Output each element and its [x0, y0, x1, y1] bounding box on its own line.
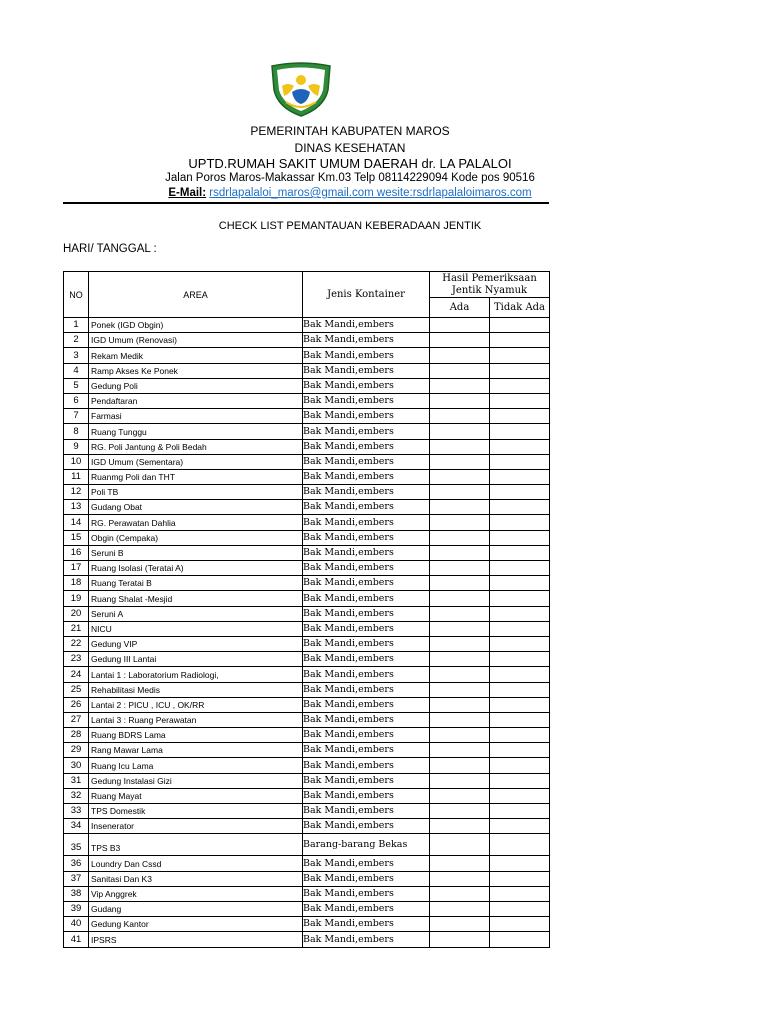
row-container-type: Bak Mandi,embers [303, 788, 430, 803]
row-ada-cell[interactable] [430, 576, 490, 591]
column-header-result [430, 272, 550, 298]
table-row [64, 871, 550, 886]
table-row [64, 712, 550, 727]
row-number: 9 [64, 439, 89, 454]
row-area: Gedung Poli [89, 378, 303, 393]
row-tidak-ada-cell[interactable] [490, 636, 550, 651]
row-container-type: Bak Mandi,embers [303, 409, 430, 424]
row-area: Ruang Mayat [89, 788, 303, 803]
row-container-type: Bak Mandi,embers [303, 545, 430, 560]
table-row [64, 500, 550, 515]
row-tidak-ada-cell[interactable] [490, 530, 550, 545]
row-ada-cell[interactable] [430, 712, 490, 727]
row-area: Rang Mawar Lama [89, 743, 303, 758]
row-container-type: Bak Mandi,embers [303, 621, 430, 636]
row-area: Ruang Icu Lama [89, 758, 303, 773]
table-row [64, 439, 550, 454]
row-area: Sanitasi Dan K3 [89, 871, 303, 886]
row-ada-cell[interactable] [430, 363, 490, 378]
row-number: 30 [64, 758, 89, 773]
row-tidak-ada-cell[interactable] [490, 515, 550, 530]
table-row [64, 515, 550, 530]
date-label: HARI/ TANGGAL : [63, 243, 157, 255]
row-ada-cell[interactable] [430, 667, 490, 682]
table-row [64, 917, 550, 932]
row-area: Obgin (Cempaka) [89, 530, 303, 545]
row-container-type: Bak Mandi,embers [303, 636, 430, 651]
row-tidak-ada-cell[interactable] [490, 917, 550, 932]
row-number: 10 [64, 454, 89, 469]
row-number: 11 [64, 469, 89, 484]
row-ada-cell[interactable] [430, 621, 490, 636]
row-area: Seruni B [89, 545, 303, 560]
row-tidak-ada-cell[interactable] [490, 804, 550, 819]
column-header-no: NO [64, 272, 89, 318]
row-container-type: Bak Mandi,embers [303, 378, 430, 393]
row-ada-cell[interactable] [430, 500, 490, 515]
row-number: 40 [64, 917, 89, 932]
table-row [64, 530, 550, 545]
row-tidak-ada-cell[interactable] [490, 871, 550, 886]
row-ada-cell[interactable] [430, 758, 490, 773]
row-ada-cell[interactable] [430, 886, 490, 901]
row-container-type: Bak Mandi,embers [303, 530, 430, 545]
row-container-type: Bak Mandi,embers [303, 697, 430, 712]
row-tidak-ada-cell[interactable] [490, 788, 550, 803]
row-area: Lantai 2 : PICU , ICU , OK/RR [89, 697, 303, 712]
row-tidak-ada-cell[interactable] [490, 773, 550, 788]
row-area: Insenerator [89, 819, 303, 834]
row-area: RG. Poli Jantung & Poli Bedah [89, 439, 303, 454]
table-row [64, 743, 550, 758]
row-number: 22 [64, 636, 89, 651]
row-container-type: Bak Mandi,embers [303, 932, 430, 947]
table-row [64, 804, 550, 819]
row-ada-cell[interactable] [430, 819, 490, 834]
row-container-type: Bak Mandi,embers [303, 485, 430, 500]
row-ada-cell[interactable] [430, 318, 490, 333]
row-area: Lantai 1 : Laboratorium Radiologi, [89, 667, 303, 682]
row-tidak-ada-cell[interactable] [490, 363, 550, 378]
row-ada-cell[interactable] [430, 697, 490, 712]
row-number: 7 [64, 409, 89, 424]
table-row [64, 333, 550, 348]
row-ada-cell[interactable] [430, 856, 490, 871]
checklist-table [63, 271, 550, 948]
row-area: Rekam Medik [89, 348, 303, 363]
row-area: Ruang BDRS Lama [89, 728, 303, 743]
row-area: Lantai 3 : Ruang Perawatan [89, 712, 303, 727]
table-row [64, 606, 550, 621]
row-tidak-ada-cell[interactable] [490, 318, 550, 333]
row-area: Gedung Instalasi Gizi [89, 773, 303, 788]
row-area: Loundry Dan Cssd [89, 856, 303, 871]
kabupaten-maros-emblem-icon [268, 62, 334, 118]
row-tidak-ada-cell[interactable] [490, 728, 550, 743]
row-container-type: Bak Mandi,embers [303, 804, 430, 819]
row-tidak-ada-cell[interactable] [490, 348, 550, 363]
row-container-type: Bak Mandi,embers [303, 743, 430, 758]
row-ada-cell[interactable] [430, 804, 490, 819]
row-area: Gedung VIP [89, 636, 303, 651]
row-ada-cell[interactable] [430, 545, 490, 560]
row-area: IGD Umum (Sementara) [89, 454, 303, 469]
row-ada-cell[interactable] [430, 469, 490, 484]
row-number: 37 [64, 871, 89, 886]
table-row [64, 561, 550, 576]
row-tidak-ada-cell[interactable] [490, 439, 550, 454]
row-tidak-ada-cell[interactable] [490, 606, 550, 621]
row-number: 21 [64, 621, 89, 636]
table-row [64, 454, 550, 469]
row-area: IGD Umum (Renovasi) [89, 333, 303, 348]
row-number: 23 [64, 652, 89, 667]
row-number: 16 [64, 545, 89, 560]
row-container-type: Bak Mandi,embers [303, 901, 430, 916]
table-row [64, 932, 550, 947]
table-row [64, 788, 550, 803]
header-department-name: DINAS KESEHATAN [294, 141, 406, 155]
row-tidak-ada-cell[interactable] [490, 424, 550, 439]
row-area: Vip Anggrek [89, 886, 303, 901]
table-row [64, 621, 550, 636]
row-container-type: Bak Mandi,embers [303, 469, 430, 484]
table-row [64, 636, 550, 651]
row-number: 15 [64, 530, 89, 545]
row-tidak-ada-cell[interactable] [490, 886, 550, 901]
row-container-type: Bak Mandi,embers [303, 606, 430, 621]
row-ada-cell[interactable] [430, 530, 490, 545]
row-container-type: Bak Mandi,embers [303, 393, 430, 408]
table-row [64, 901, 550, 916]
row-ada-cell[interactable] [430, 743, 490, 758]
row-number: 38 [64, 886, 89, 901]
table-row [64, 728, 550, 743]
row-container-type: Bak Mandi,embers [303, 576, 430, 591]
row-container-type: Bak Mandi,embers [303, 424, 430, 439]
row-container-type: Bak Mandi,embers [303, 454, 430, 469]
row-tidak-ada-cell[interactable] [490, 712, 550, 727]
table-row [64, 697, 550, 712]
row-container-type: Barang-barang Bekas [303, 834, 430, 856]
row-number: 31 [64, 773, 89, 788]
row-area: Gudang [89, 901, 303, 916]
row-ada-cell[interactable] [430, 348, 490, 363]
row-tidak-ada-cell[interactable] [490, 469, 550, 484]
column-header-result-line2: Jentik Nyamuk [451, 284, 528, 296]
row-tidak-ada-cell[interactable] [490, 932, 550, 947]
row-area: Ramp Akses Ke Ponek [89, 363, 303, 378]
row-tidak-ada-cell[interactable] [490, 667, 550, 682]
row-number: 34 [64, 819, 89, 834]
header-government-name: PEMERINTAH KABUPATEN MAROS [250, 124, 450, 138]
column-header-container: Jenis Kontainer [303, 272, 430, 318]
header-hospital-name: UPTD.RUMAH SAKIT UMUM DAERAH dr. LA PALALOI [188, 156, 512, 171]
column-header-tidak-ada: Tidak Ada [490, 298, 550, 318]
row-container-type: Bak Mandi,embers [303, 758, 430, 773]
row-tidak-ada-cell[interactable] [490, 333, 550, 348]
row-tidak-ada-cell[interactable] [490, 576, 550, 591]
row-number: 35 [64, 834, 89, 856]
row-area: TPS Domestik [89, 804, 303, 819]
row-container-type: Bak Mandi,embers [303, 871, 430, 886]
row-ada-cell[interactable] [430, 917, 490, 932]
row-area: RG. Perawatan Dahlia [89, 515, 303, 530]
row-area: NICU [89, 621, 303, 636]
row-number: 24 [64, 667, 89, 682]
row-container-type: Bak Mandi,embers [303, 561, 430, 576]
row-container-type: Bak Mandi,embers [303, 728, 430, 743]
table-row [64, 758, 550, 773]
row-number: 29 [64, 743, 89, 758]
row-tidak-ada-cell[interactable] [490, 819, 550, 834]
row-tidak-ada-cell[interactable] [490, 743, 550, 758]
row-container-type: Bak Mandi,embers [303, 348, 430, 363]
row-number: 18 [64, 576, 89, 591]
row-container-type: Bak Mandi,embers [303, 500, 430, 515]
row-number: 39 [64, 901, 89, 916]
email-website-link[interactable]: rsdrlapalaloi_maros@gmail.com wesite:rsdrlapalaloimaros.com [209, 187, 532, 199]
row-tidak-ada-cell[interactable] [490, 454, 550, 469]
table-row [64, 682, 550, 697]
header-contact [60, 187, 640, 199]
row-area: Ponek (IGD Obgin) [89, 318, 303, 333]
row-number: 13 [64, 500, 89, 515]
row-tidak-ada-cell[interactable] [490, 682, 550, 697]
row-number: 14 [64, 515, 89, 530]
table-row [64, 652, 550, 667]
row-area: Ruang Shalat -Mesjid [89, 591, 303, 606]
table-row [64, 424, 550, 439]
table-row [64, 545, 550, 560]
row-ada-cell[interactable] [430, 378, 490, 393]
row-number: 17 [64, 561, 89, 576]
email-label: E-Mail: [168, 187, 207, 199]
row-tidak-ada-cell[interactable] [490, 697, 550, 712]
table-row [64, 576, 550, 591]
row-number: 27 [64, 712, 89, 727]
row-ada-cell[interactable] [430, 728, 490, 743]
row-tidak-ada-cell[interactable] [490, 500, 550, 515]
table-row [64, 591, 550, 606]
row-ada-cell[interactable] [430, 606, 490, 621]
row-number: 25 [64, 682, 89, 697]
row-container-type: Bak Mandi,embers [303, 773, 430, 788]
row-container-type: Bak Mandi,embers [303, 886, 430, 901]
table-row [64, 409, 550, 424]
row-area: Gudang Obat [89, 500, 303, 515]
row-number: 12 [64, 485, 89, 500]
checklist-rows [64, 318, 550, 948]
row-container-type: Bak Mandi,embers [303, 682, 430, 697]
table-row [64, 773, 550, 788]
header-divider [63, 202, 549, 204]
row-ada-cell[interactable] [430, 409, 490, 424]
document-title: CHECK LIST PEMANTAUAN KEBERADAAN JENTIK [218, 220, 482, 232]
row-container-type: Bak Mandi,embers [303, 333, 430, 348]
row-area: Farmasi [89, 409, 303, 424]
row-number: 36 [64, 856, 89, 871]
row-container-type: Bak Mandi,embers [303, 819, 430, 834]
row-area: Poli TB [89, 485, 303, 500]
row-area: Ruang Isolasi (Teratai A) [89, 561, 303, 576]
row-number: 32 [64, 788, 89, 803]
row-tidak-ada-cell[interactable] [490, 621, 550, 636]
row-ada-cell[interactable] [430, 439, 490, 454]
row-tidak-ada-cell[interactable] [490, 545, 550, 560]
row-ada-cell[interactable] [430, 485, 490, 500]
row-number: 4 [64, 363, 89, 378]
row-ada-cell[interactable] [430, 515, 490, 530]
row-ada-cell[interactable] [430, 682, 490, 697]
table-row [64, 886, 550, 901]
table-row [64, 363, 550, 378]
row-tidak-ada-cell[interactable] [490, 856, 550, 871]
row-number: 20 [64, 606, 89, 621]
header-address: Jalan Poros Maros-Makassar Km.03 Telp 08114229094 Kode pos 90516 [165, 172, 535, 184]
row-tidak-ada-cell[interactable] [490, 409, 550, 424]
row-number: 6 [64, 393, 89, 408]
row-tidak-ada-cell[interactable] [490, 901, 550, 916]
row-number: 41 [64, 932, 89, 947]
row-tidak-ada-cell[interactable] [490, 485, 550, 500]
table-row [64, 856, 550, 871]
column-header-ada: Ada [430, 298, 490, 318]
row-number: 5 [64, 378, 89, 393]
row-container-type: Bak Mandi,embers [303, 439, 430, 454]
row-container-type: Bak Mandi,embers [303, 652, 430, 667]
row-ada-cell[interactable] [430, 932, 490, 947]
row-number: 33 [64, 804, 89, 819]
row-tidak-ada-cell[interactable] [490, 758, 550, 773]
row-area: Ruang Teratai B [89, 576, 303, 591]
row-area: Seruni A [89, 606, 303, 621]
row-number: 1 [64, 318, 89, 333]
row-tidak-ada-cell[interactable] [490, 393, 550, 408]
row-container-type: Bak Mandi,embers [303, 515, 430, 530]
row-number: 8 [64, 424, 89, 439]
row-container-type: Bak Mandi,embers [303, 667, 430, 682]
row-ada-cell[interactable] [430, 424, 490, 439]
row-tidak-ada-cell[interactable] [490, 591, 550, 606]
row-tidak-ada-cell[interactable] [490, 561, 550, 576]
row-number: 19 [64, 591, 89, 606]
row-ada-cell[interactable] [430, 788, 490, 803]
row-container-type: Bak Mandi,embers [303, 917, 430, 932]
row-area: IPSRS [89, 932, 303, 947]
column-header-area: AREA [89, 272, 303, 318]
row-container-type: Bak Mandi,embers [303, 363, 430, 378]
table-row [64, 834, 550, 856]
row-tidak-ada-cell[interactable] [490, 378, 550, 393]
column-header-result-line1: Hasil Pemeriksaan [442, 272, 537, 284]
row-area: Gedung III Lantai [89, 652, 303, 667]
row-container-type: Bak Mandi,embers [303, 856, 430, 871]
row-number: 26 [64, 697, 89, 712]
row-ada-cell[interactable] [430, 333, 490, 348]
table-row [64, 393, 550, 408]
row-ada-cell[interactable] [430, 636, 490, 651]
row-area: Rehabilitasi Medis [89, 682, 303, 697]
row-area: Pendaftaran [89, 393, 303, 408]
row-ada-cell[interactable] [430, 561, 490, 576]
row-ada-cell[interactable] [430, 834, 490, 856]
row-ada-cell[interactable] [430, 871, 490, 886]
row-area: Ruang Tunggu [89, 424, 303, 439]
row-ada-cell[interactable] [430, 393, 490, 408]
row-number: 2 [64, 333, 89, 348]
row-area: Gedung Kantor [89, 917, 303, 932]
table-row [64, 819, 550, 834]
row-ada-cell[interactable] [430, 901, 490, 916]
table-row [64, 348, 550, 363]
table-row [64, 378, 550, 393]
row-area: TPS B3 [89, 834, 303, 856]
row-container-type: Bak Mandi,embers [303, 318, 430, 333]
row-area: Ruanmg Poli dan THT [89, 469, 303, 484]
table-row [64, 667, 550, 682]
row-number: 28 [64, 728, 89, 743]
row-container-type: Bak Mandi,embers [303, 712, 430, 727]
row-ada-cell[interactable] [430, 773, 490, 788]
table-row [64, 485, 550, 500]
row-ada-cell[interactable] [430, 591, 490, 606]
row-tidak-ada-cell[interactable] [490, 834, 550, 856]
row-tidak-ada-cell[interactable] [490, 652, 550, 667]
row-ada-cell[interactable] [430, 454, 490, 469]
table-row [64, 469, 550, 484]
table-row [64, 318, 550, 333]
row-number: 3 [64, 348, 89, 363]
row-container-type: Bak Mandi,embers [303, 591, 430, 606]
row-ada-cell[interactable] [430, 652, 490, 667]
